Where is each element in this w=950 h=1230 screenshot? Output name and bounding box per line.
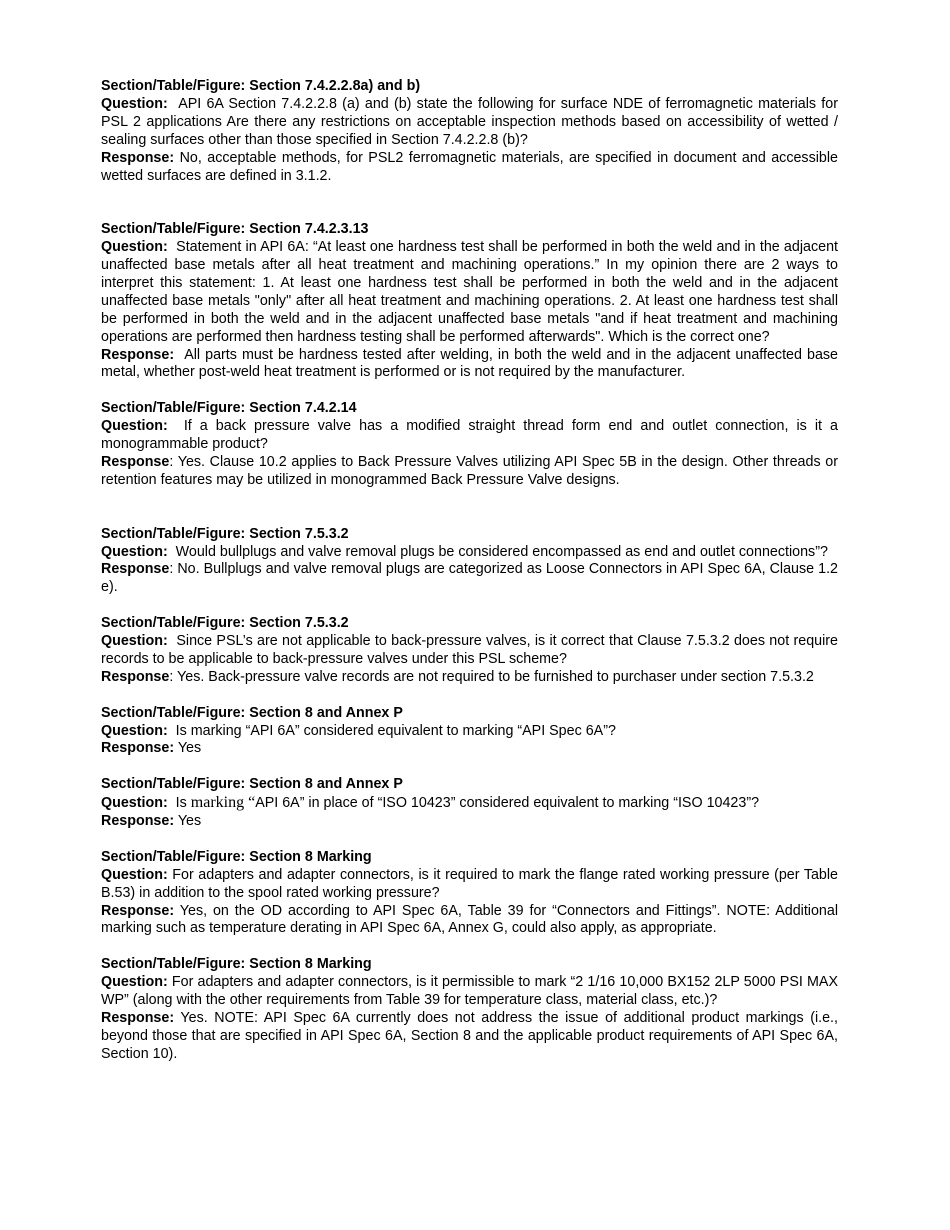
question-paragraph	[101, 974, 838, 1010]
question-label: Question:	[101, 633, 168, 650]
response-paragraph	[101, 669, 838, 687]
response-paragraph	[101, 813, 838, 831]
response-paragraph	[101, 454, 838, 490]
question-paragraph	[101, 723, 838, 741]
question-text: Would bullplugs and valve removal plugs be considered encompassed as end and outlet connections”?	[175, 543, 828, 560]
question-label: Question:	[101, 543, 168, 560]
response-text: All parts must be hardness tested after welding, in both the weld and in the adjacent unaffected base metal, whether post-weld heat treatment is performed or is not required by the manufacturer.	[101, 346, 838, 381]
question-paragraph	[101, 96, 838, 150]
section-heading: Section/Table/Figure: Section 7.5.3.2	[101, 615, 349, 632]
response-text: Yes, on the OD according to API Spec 6A, Table 39 for “Connectors and Fittings”. NOTE: Additional marking such as temperature derating in API Spec 6A, Annex G, could also apply, as appropriate.	[101, 902, 838, 937]
question-label: Question:	[101, 418, 168, 435]
qa-entry	[101, 776, 838, 831]
response-paragraph	[101, 1010, 838, 1064]
response-label: Response:	[101, 149, 175, 166]
question-text-pre: Is	[175, 795, 191, 812]
response-label: Response	[101, 561, 170, 578]
response-text: : No. Bullplugs and valve removal plugs are categorized as Loose Connectors in API Spec 6A, Clause 1.2 e).	[101, 561, 838, 596]
section-heading: Section/Table/Figure: Section 7.4.2.2.8a) and b)	[101, 78, 421, 94]
question-label: Question:	[101, 239, 168, 256]
question-paragraph	[101, 239, 838, 346]
response-paragraph	[101, 903, 838, 939]
question-label: Question:	[101, 95, 168, 112]
question-paragraph	[101, 794, 838, 813]
qa-entry	[101, 956, 838, 1063]
response-label: Response:	[101, 1010, 175, 1026]
response-label: Response:	[101, 813, 175, 830]
question-paragraph	[101, 633, 838, 669]
qa-entry	[101, 849, 838, 939]
question-label: Question:	[101, 722, 168, 739]
qa-entry	[101, 615, 838, 687]
response-text: Yes	[177, 813, 202, 830]
question-text: API 6A Section 7.4.2.2.8 (a) and (b) state the following for surface NDE of ferromagnetic materials for PSL 2 applications Are there any restrictions on acceptable inspection methods based on accessibility of wetted / sealing surfaces other than those specified in Section 7.4.2.2.8 (b)?	[101, 95, 838, 148]
response-paragraph	[101, 561, 838, 597]
question-label: Question:	[101, 974, 168, 991]
response-text: Yes	[177, 740, 202, 757]
response-paragraph	[101, 150, 838, 186]
question-text: Statement in API 6A: “At least one hardness test shall be performed in both the weld and in the adjacent unaffected base metals after all heat treatment and machining operations.” In my opinion there are 2 ways to interpret this statement: 1. At least one hardness test shall be performed in both the weld and in the adjacent unaffected base metals "only" after all heat treatment and machining operations. 2. At least one hardness test shall be performed in both the weld and in the adjacent unaffected base metals "and if heat treatment and machining operations are performed then hardness testing shall be performed afterwards". Which is the correct one?	[101, 239, 838, 345]
question-text-post: API 6A” in place of “ISO 10423” considered equivalent to marking “ISO 10423”?	[255, 795, 760, 812]
question-text: Is marking “API 6A” considered equivalent to marking “API Spec 6A”?	[175, 722, 616, 739]
question-paragraph	[101, 418, 838, 454]
section-heading: Section/Table/Figure: Section 8 and Annex P	[101, 776, 403, 793]
question-text-serif: marking “	[190, 794, 256, 812]
question-label: Question:	[101, 795, 168, 812]
response-paragraph	[101, 740, 838, 758]
response-label: Response:	[101, 740, 175, 757]
qa-entry	[101, 78, 838, 185]
qa-entry	[101, 526, 838, 598]
qa-entry	[101, 705, 838, 759]
question-text: For adapters and adapter connectors, is it permissible to mark “2 1/16 10,000 BX152 2LP 5000 PSI MAX WP” (along with the other requirements from Table 39 for temperature class, material class, etc.)?	[101, 974, 838, 1009]
document-page	[101, 78, 838, 1082]
response-text: Yes. NOTE: API Spec 6A currently does not address the issue of additional product markings (i.e., beyond those that are specified in API Spec 6A, Section 8 and the applicable product requirements of API Spec 6A, Section 10).	[101, 1010, 838, 1062]
response-label: Response	[101, 454, 170, 470]
section-heading: Section/Table/Figure: Section 7.5.3.2	[101, 525, 349, 542]
section-heading: Section/Table/Figure: Section 8 Marking	[101, 956, 372, 973]
qa-entry	[101, 400, 838, 490]
question-label: Question:	[101, 866, 168, 883]
section-heading: Section/Table/Figure: Section 7.4.2.3.13	[101, 221, 369, 238]
section-heading: Section/Table/Figure: Section 8 and Annex P	[101, 704, 403, 721]
response-paragraph	[101, 347, 838, 383]
section-heading: Section/Table/Figure: Section 7.4.2.14	[101, 400, 357, 417]
response-text: : Yes. Clause 10.2 applies to Back Pressure Valves utilizing API Spec 5B in the design. Other threads or retention features may be utilized in monogrammed Back Pressure Valve designs.	[101, 454, 838, 488]
question-text: If a back pressure valve has a modified straight thread form end and outlet connection, is it a monogrammable product?	[101, 418, 838, 453]
question-paragraph	[101, 867, 838, 903]
question-text: Since PSL’s are not applicable to back-pressure valves, is it correct that Clause 7.5.3.2 does not require records to be applicable to back-pressure valves under this PSL scheme?	[101, 633, 838, 667]
response-label: Response:	[101, 902, 175, 919]
response-text: : Yes. Back-pressure valve records are not required to be furnished to purchaser under section 7.5.3.2	[169, 668, 814, 685]
question-paragraph	[101, 544, 838, 562]
response-label: Response:	[101, 346, 175, 363]
question-text: For adapters and adapter connectors, is it required to mark the flange rated working pressure (per Table B.53) in addition to the spool rated working pressure?	[101, 866, 838, 901]
response-text: No, acceptable methods, for PSL2 ferromagnetic materials, are specified in document and accessible wetted surfaces are defined in 3.1.2.	[101, 149, 838, 184]
qa-entry	[101, 221, 838, 382]
response-label: Response	[101, 668, 170, 685]
section-heading: Section/Table/Figure: Section 8 Marking	[101, 848, 372, 865]
